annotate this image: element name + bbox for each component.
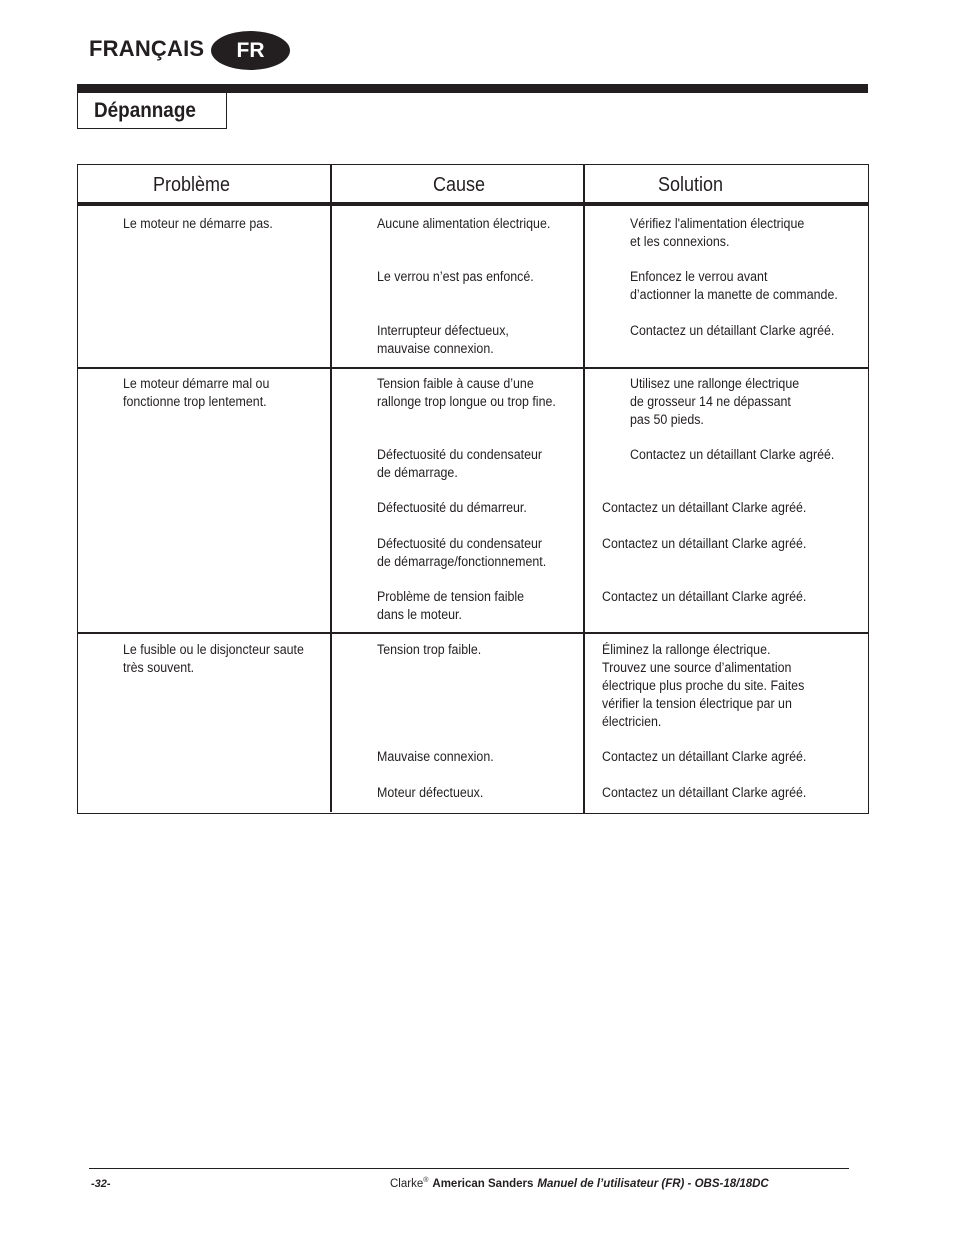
group-divider: [77, 367, 869, 369]
registered-mark: ®: [423, 1177, 429, 1184]
footer-rule: [89, 1168, 849, 1169]
language-badge: FR: [211, 31, 290, 70]
footer-brand: Clarke: [390, 1177, 424, 1190]
column-divider: [583, 164, 585, 814]
cause-cell: Aucune alimentation électrique.: [377, 216, 551, 231]
solution-cell: Utilisez une rallonge électrique de grosseur 14 ne dépassant pas 50 pieds.: [630, 376, 800, 427]
solution-cell: Contactez un détaillant Clarke agréé.: [602, 500, 807, 515]
header-divider: [77, 202, 869, 206]
column-header-problem: Problème: [153, 174, 231, 196]
solution-cell: Éliminez la rallonge électrique. Trouvez une source d’alimentation électrique plus proche du site. Faites vérifier la tension électrique par un électricien.: [602, 642, 805, 729]
solution-cell: Contactez un détaillant Clarke agréé.: [602, 589, 807, 604]
column-header-cause: Cause: [433, 174, 486, 196]
problem-cell: Le fusible ou le disjoncteur saute très souvent.: [123, 642, 304, 675]
footer-maker: American Sanders: [432, 1177, 534, 1190]
column-header-solution: Solution: [658, 174, 724, 196]
troubleshooting-table: [77, 164, 869, 814]
footer-manual: Manuel de l’utilisateur (FR) - OBS-18/18DC: [537, 1177, 769, 1190]
problem-cell: Le moteur démarre mal ou fonctionne trop lentement.: [123, 376, 270, 409]
footer-text: [390, 1177, 769, 1190]
solution-cell: Contactez un détaillant Clarke agréé.: [602, 785, 807, 800]
solution-cell: Contactez un détaillant Clarke agréé.: [602, 749, 807, 764]
language-label: FRANÇAIS: [89, 36, 205, 61]
cause-cell: Moteur défectueux.: [377, 785, 484, 800]
solution-cell: Contactez un détaillant Clarke agréé.: [602, 536, 807, 551]
problem-cell: Le moteur ne démarre pas.: [123, 216, 273, 231]
cause-cell: Interrupteur défectueux, mauvaise connexion.: [377, 323, 509, 356]
solution-cell: Enfoncez le verrou avant d’actionner la manette de commande.: [630, 269, 838, 302]
cause-cell: Problème de tension faible dans le moteur.: [377, 589, 525, 622]
cause-cell: Tension trop faible.: [377, 642, 482, 657]
group-divider: [77, 632, 869, 634]
solution-cell: Contactez un détaillant Clarke agréé.: [630, 447, 835, 462]
section-title: Dépannage: [94, 99, 196, 122]
cause-cell: Défectuosité du démarreur.: [377, 500, 527, 515]
column-divider: [330, 164, 332, 812]
cause-cell: Tension faible à cause d’une rallonge trop longue ou trop fine.: [377, 376, 556, 409]
solution-cell: Contactez un détaillant Clarke agréé.: [630, 323, 835, 338]
cause-cell: Défectuosité du condensateur de démarrage/fonctionnement.: [377, 536, 547, 569]
page-number: -32-: [91, 1178, 111, 1190]
cause-cell: Mauvaise connexion.: [377, 749, 494, 764]
header-rule: [77, 84, 868, 93]
solution-cell: Vérifiez l'alimentation électrique et les connexions.: [630, 216, 805, 249]
cause-cell: Défectuosité du condensateur de démarrage.: [377, 447, 543, 480]
cause-cell: Le verrou n’est pas enfoncé.: [377, 269, 534, 284]
